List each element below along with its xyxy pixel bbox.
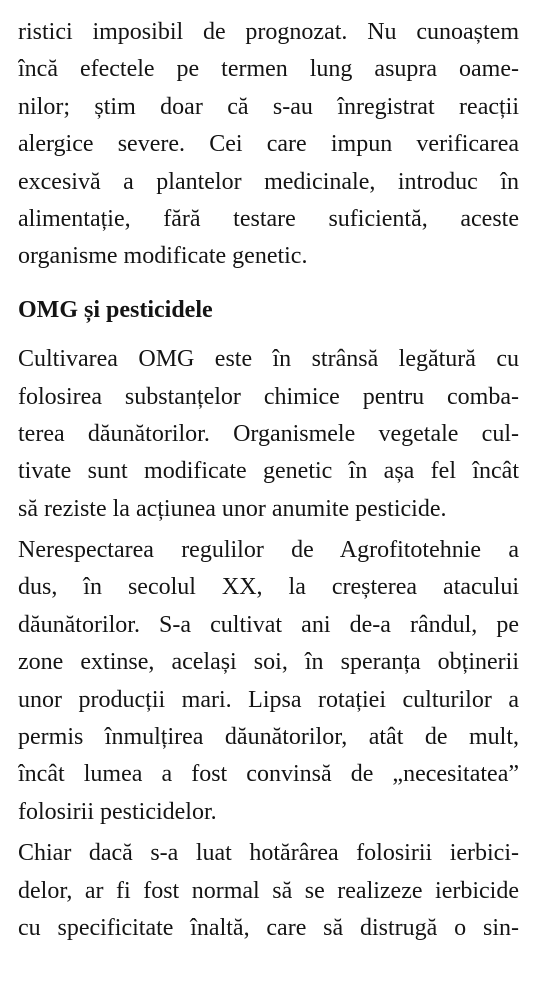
text-line: încât lumea a fost convinsă de „necesitatea” [18,761,519,788]
text-line: Nerespectarea regulilor de Agrofitotehnie a [18,537,519,564]
text-line: Cultivarea OMG este în strânsă legătură cu [18,346,519,373]
text-line: alimentație, fără testare suficientă, aceste [18,205,519,232]
text-line: dus, în secolul XX, la creșterea atacului [18,574,519,601]
text-line: folosirii pesticidelor. [18,798,217,825]
text-line: cu specificitate înaltă, care să distrugă o sin- [18,914,519,941]
text-line: să reziste la acțiunea unor anumite pesticide. [18,495,447,522]
paragraph-continued [18,14,519,276]
text-line: nilor; știm doar că s-au înregistrat reacții [18,93,519,120]
text-line: Chiar dacă s-a luat hotărârea folosirii ierbici- [18,840,519,867]
text-line: tivate sunt modificate genetic în așa fel încât [18,458,519,485]
text-line: zone extinse, același soi, în speranța obținerii [18,649,519,676]
text-line: ristici imposibil de prognozat. Nu cunoaștem [18,19,519,45]
text-line: folosirea substanțelor chimice pentru comba- [18,383,519,410]
text-line: alergice severe. Cei care impun verificarea [18,131,519,158]
paragraph [18,341,519,528]
paragraph [18,532,519,831]
section-heading: OMG și pesticidele [18,296,213,323]
text-line: dăunătorilor. S-a cultivat ani de-a rândul, pe [18,611,519,638]
text-line: organisme modificate genetic. [18,243,308,270]
text-line: delor, ar fi fost normal să se realizeze ierbicide [18,877,519,904]
paragraph [18,835,519,947]
text-line: terea dăunătorilor. Organismele vegetale cul- [18,420,519,447]
text-line: permis înmulțirea dăunătorilor, atât de mult, [18,724,519,751]
text-line: excesivă a plantelor medicinale, introduc în [18,168,519,195]
text-line: unor producții mari. Lipsa rotației culturilor a [18,686,519,713]
text-line: încă efectele pe termen lung asupra oame- [18,56,519,83]
